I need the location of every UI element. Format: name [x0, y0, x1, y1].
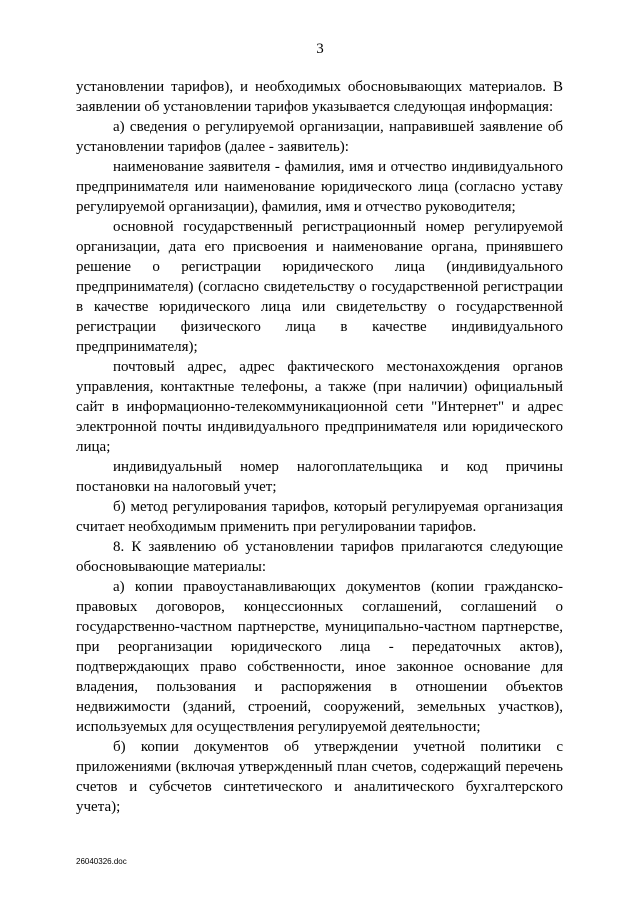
- paragraph-tax-number: индивидуальный номер налогоплательщика и код причины постановки на налоговый учет;: [76, 459, 563, 495]
- paragraph-section-8-item-a: а) копии правоустанавливающих документов (копии гражданско-правовых договоров, концессионных соглашений, соглашений о государственно-частном партнерстве, муниципально-частном партнерстве, при реорганизации юридического лица - передаточных актов), подтверждающих право собственности, иное законное основание для владения, пользования и распоряжения в отношении объектов недвижимости (зданий, строений, сооружений, земельных участков), используемых для осуществления регулируемой деятельности;: [76, 579, 563, 735]
- paragraph-registration-number: основной государственный регистрационный номер регулируемой организации, дата его присвоения и наименование органа, принявшего решение о регистрации юридического лица (индивидуального предпринимателя) (согласно свидетельству о государственной регистрации в качестве юридического лица или свидетельству о государственной регистрации физического лица в качестве индивидуального предпринимателя);: [76, 219, 563, 355]
- document-body: [76, 77, 563, 817]
- paragraph-item-a: а) сведения о регулируемой организации, направившей заявление об установлении тарифов (далее - заявитель):: [76, 119, 563, 155]
- paragraph-section-8-item-b: б) копии документов об утверждении учетной политики с приложениями (включая утвержденный план счетов, содержащий перечень счетов и субсчетов синтетического и аналитического бухгалтерского учета);: [76, 739, 563, 815]
- paragraph-applicant-name: наименование заявителя - фамилия, имя и отчество индивидуального предпринимателя или наименование юридического лица (согласно уставу регулируемой организации), фамилия, имя и отчество руководителя;: [76, 159, 563, 215]
- page-number: 3: [316, 41, 324, 57]
- paragraph-postal-address: почтовый адрес, адрес фактического местонахождения органов управления, контактные телефоны, а также (при наличии) официальный сайт в информационно-телекоммуникационной сети "Интернет" и адрес электронной почты индивидуального предпринимателя или юридического лица;: [76, 359, 563, 455]
- paragraph-continuation: установлении тарифов), и необходимых обосновывающих материалов. В заявлении об установлении тарифов указывается следующая информация:: [76, 79, 563, 115]
- file-name-footer: 26040326.doc: [76, 857, 127, 866]
- paragraph-item-b: б) метод регулирования тарифов, который регулируемая организация считает необходимым применить при регулировании тарифов.: [76, 499, 563, 535]
- paragraph-section-8: 8. К заявлению об установлении тарифов прилагаются следующие обосновывающие материалы:: [76, 539, 563, 575]
